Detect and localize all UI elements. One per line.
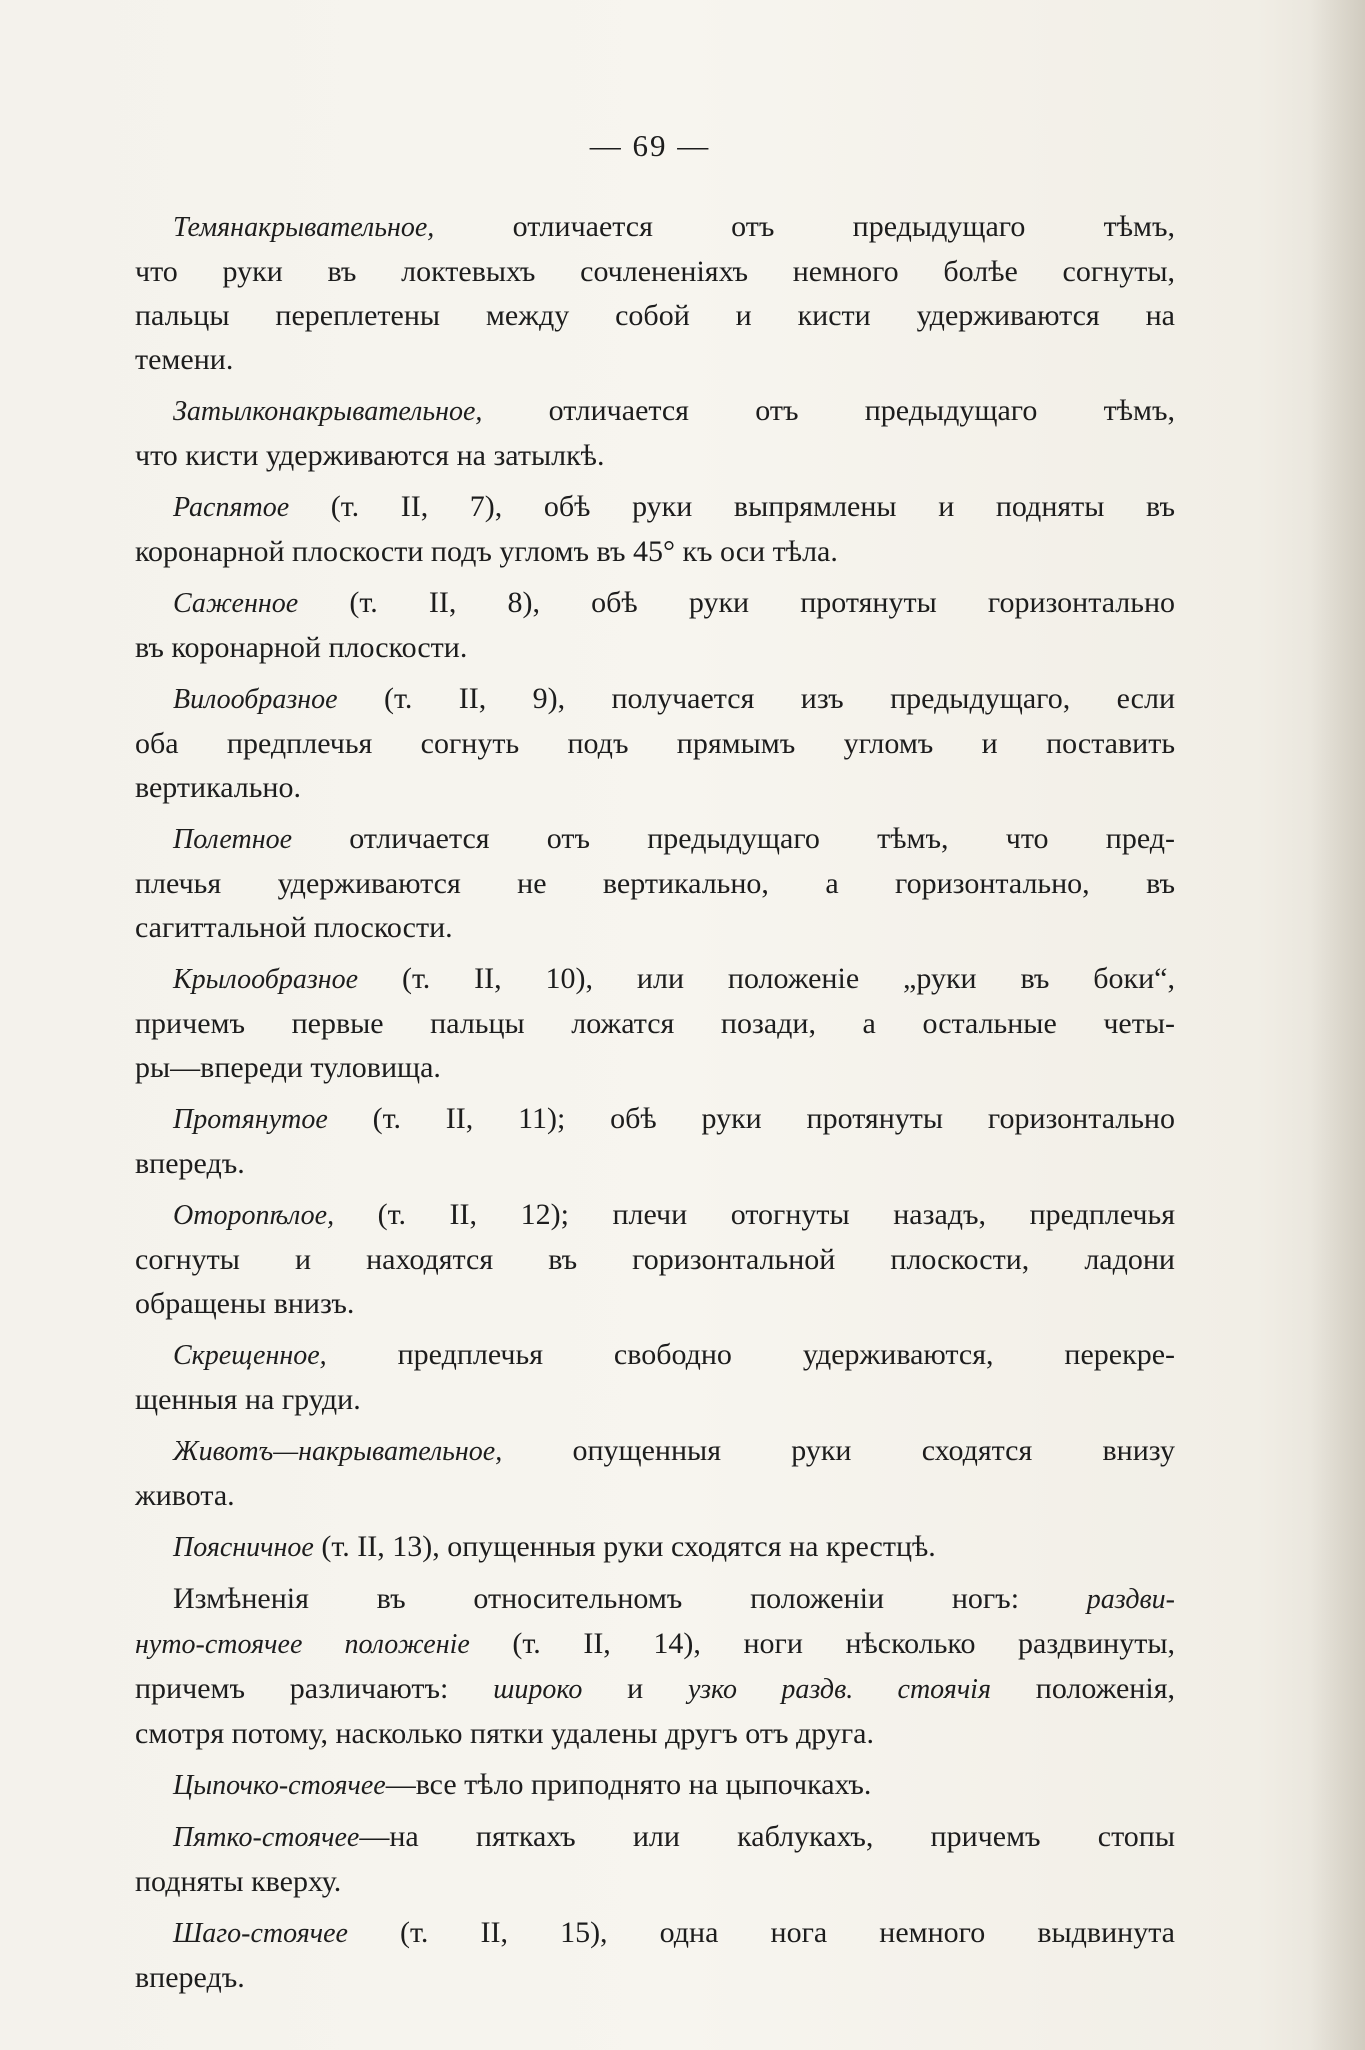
italic-term: Животъ—накрывательное, — [173, 1436, 503, 1467]
text-line — [135, 957, 1175, 1002]
text-line — [135, 626, 1175, 670]
italic-term: нуто-стоячее положеніе — [135, 1629, 470, 1660]
text-run: коронарной плоскости подъ угломъ въ 45° къ оси тѣла. — [135, 535, 838, 568]
paragraph — [135, 389, 1175, 478]
text-run: (т. II, 13), опущенныя руки сходятся на крестцѣ. — [313, 1530, 936, 1563]
text-run: отличается отъ предыдущаго тѣмъ, — [482, 394, 1175, 427]
text-run: обращены внизъ. — [135, 1287, 355, 1320]
paragraph — [135, 957, 1175, 1090]
text-run: причемъ первые пальцы ложатся позади, а остальные четы- — [135, 1007, 1175, 1040]
text-line — [135, 722, 1175, 766]
italic-term: Оторопѣлое, — [173, 1200, 335, 1231]
italic-term: Затылконакрывательное, — [173, 396, 483, 427]
text-run: впередъ. — [135, 1961, 245, 1994]
text-line — [135, 1097, 1175, 1142]
text-run: плечья удерживаются не вертикально, а горизонтально, въ — [135, 867, 1175, 900]
italic-term: Крылообразное — [173, 964, 359, 995]
text-line — [135, 485, 1175, 530]
italic-term: раздви- — [1086, 1584, 1175, 1615]
text-run: что руки въ локтевыхъ сочлененіяхъ немного болѣе согнуты, — [135, 255, 1175, 288]
text-run: и — [582, 1672, 689, 1705]
text-run: ры—впереди туловища. — [135, 1051, 441, 1084]
text-run: въ коронарной плоскости. — [135, 631, 468, 664]
text-line — [135, 1474, 1175, 1518]
italic-term: Протянутое — [173, 1104, 328, 1135]
text-line — [135, 1860, 1175, 1904]
text-line — [135, 1333, 1175, 1378]
text-line — [135, 1193, 1175, 1238]
paragraph — [135, 1333, 1175, 1422]
text-line — [135, 1577, 1175, 1622]
text-run: предплечья свободно удерживаются, перекре- — [326, 1338, 1175, 1371]
body-text — [135, 205, 1175, 2007]
text-run: (т. II, 7), обѣ руки выпрямлены и подняты въ — [289, 490, 1175, 523]
text-line — [135, 1378, 1175, 1422]
text-line — [135, 1712, 1175, 1756]
text-run: (т. II, 14), ноги нѣсколько раздвинуты, — [469, 1627, 1175, 1660]
text-line — [135, 338, 1175, 382]
text-line — [135, 434, 1175, 478]
text-line — [135, 581, 1175, 626]
text-run: щенныя на груди. — [135, 1383, 361, 1416]
italic-term: Скрещенное, — [173, 1340, 327, 1371]
paragraph — [135, 1097, 1175, 1186]
paragraph — [135, 1763, 1175, 1808]
text-line — [135, 1622, 1175, 1667]
text-line — [135, 1956, 1175, 2000]
text-line — [135, 205, 1175, 250]
text-run: (т. II, 15), одна нога немного выдвинута — [347, 1916, 1175, 1949]
text-line — [135, 1763, 1175, 1808]
text-line — [135, 1429, 1175, 1474]
text-run: вертикально. — [135, 771, 301, 804]
text-run: оба предплечья согнуть подъ прямымъ угломъ и поставить — [135, 727, 1175, 760]
italic-term: Вилообразное — [173, 684, 338, 715]
text-run: (т. II, 9), получается изъ предыдущаго, если — [337, 682, 1175, 715]
italic-term: Пятко-стоячее — [173, 1822, 360, 1853]
text-run: положенія, — [990, 1672, 1175, 1705]
text-line — [135, 530, 1175, 574]
text-line — [135, 1525, 1175, 1570]
text-line — [135, 250, 1175, 294]
text-line — [135, 1911, 1175, 1956]
italic-term: узко раздв. стоячія — [688, 1674, 991, 1705]
text-line — [135, 389, 1175, 434]
text-line — [135, 906, 1175, 950]
text-run: причемъ различаютъ: — [135, 1672, 494, 1705]
paragraph — [135, 581, 1175, 670]
text-run: что кисти удерживаются на затылкѣ. — [135, 439, 605, 472]
text-run: —на пяткахъ или каблукахъ, причемъ стопы — [359, 1820, 1175, 1853]
text-run: опущенныя руки сходятся внизу — [502, 1434, 1175, 1467]
text-line — [135, 862, 1175, 906]
paragraph — [135, 817, 1175, 950]
text-run: (т. II, 11); обѣ руки протянуты горизонтально — [327, 1102, 1175, 1135]
text-run: Измѣненія въ относительномъ положеніи ногъ: — [173, 1582, 1087, 1615]
text-line — [135, 1238, 1175, 1282]
page-edge-shadow — [1310, 0, 1365, 2050]
text-run: живота. — [135, 1479, 235, 1512]
text-line — [135, 1815, 1175, 1860]
paragraph — [135, 1911, 1175, 2000]
text-line — [135, 677, 1175, 722]
page-number: — 69 — — [589, 128, 711, 163]
italic-term: Цыпочко-стоячее — [173, 1770, 386, 1801]
paragraph — [135, 205, 1175, 382]
text-run: отличается отъ предыдущаго тѣмъ, что пред- — [292, 822, 1175, 855]
text-run: пальцы переплетены между собой и кисти удерживаются на — [135, 299, 1175, 332]
text-run: впередъ. — [135, 1147, 245, 1180]
text-run: смотря потому, насколько пятки удалены другъ отъ друга. — [135, 1717, 874, 1750]
text-run: (т. II, 12); плечи отогнуты назадъ, предплечья — [334, 1198, 1175, 1231]
paragraph — [135, 485, 1175, 574]
paragraph — [135, 1193, 1175, 1326]
text-run: согнуты и находятся въ горизонтальной плоскости, ладони — [135, 1243, 1175, 1276]
text-line — [135, 1282, 1175, 1326]
italic-term: Распятое — [173, 492, 290, 523]
text-run: темени. — [135, 343, 234, 376]
paragraph — [135, 1525, 1175, 1570]
italic-term: Саженное — [173, 588, 299, 619]
italic-term: Шаго-стоячее — [173, 1918, 348, 1949]
text-run: —все тѣло приподнято на цыпочкахъ. — [385, 1768, 872, 1801]
paragraph — [135, 677, 1175, 810]
paragraph — [135, 1815, 1175, 1904]
text-run: (т. II, 10), или положеніе „руки въ боки“, — [358, 962, 1175, 995]
italic-term: Поясничное — [173, 1532, 314, 1563]
text-line — [135, 294, 1175, 338]
italic-term: Темянакрывательное, — [173, 212, 435, 243]
paragraph — [135, 1429, 1175, 1518]
text-line — [135, 1142, 1175, 1186]
italic-term: широко — [493, 1674, 583, 1705]
text-line — [135, 1002, 1175, 1046]
text-line — [135, 1667, 1175, 1712]
text-line — [135, 766, 1175, 810]
text-line — [135, 1046, 1175, 1090]
text-line — [135, 817, 1175, 862]
text-run: сагиттальной плоскости. — [135, 911, 453, 944]
text-run: (т. II, 8), обѣ руки протянуты горизонтально — [298, 586, 1175, 619]
paragraph — [135, 1577, 1175, 1756]
italic-term: Полетное — [173, 824, 293, 855]
text-run: отличается отъ предыдущаго тѣмъ, — [434, 210, 1175, 243]
text-run: подняты кверху. — [135, 1865, 342, 1898]
